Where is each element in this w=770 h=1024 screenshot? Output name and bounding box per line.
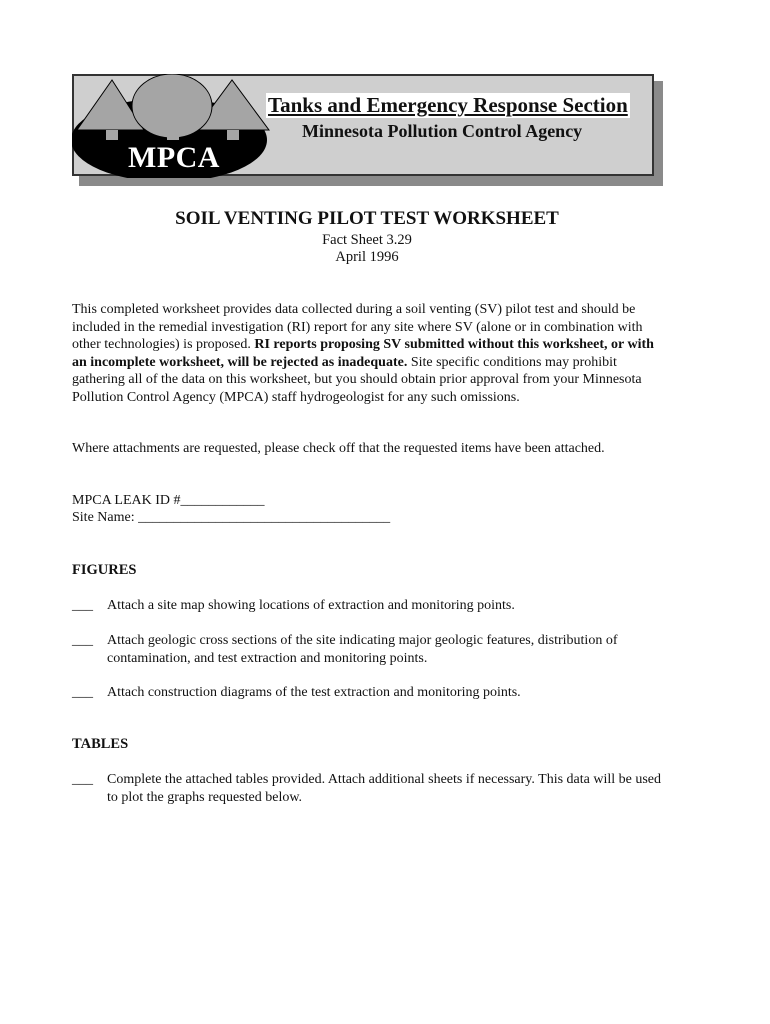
fact-sheet-number: Fact Sheet 3.29 (322, 232, 412, 248)
table-checkbox: ___ (72, 772, 93, 787)
figure-item (72, 597, 672, 615)
figure-item-text: Attach construction diagrams of the test extraction and monitoring points. (107, 685, 521, 700)
figure-checkbox: ___ (72, 685, 93, 700)
figure-item-text: Attach geologic cross sections of the site indicating major geologic features, distribution of contamination, and test extraction and monitoring points. (107, 633, 618, 666)
intro-text-1: This completed worksheet provides data collected during a soil venting (SV) pilot test and should be included in the remedial investigation (RI) report for any site where SV (alone or in combination with other technologies) is proposed. (72, 302, 643, 352)
figure-item (72, 684, 672, 702)
document-date: April 1996 (335, 249, 399, 265)
leak-id-field: MPCA LEAK ID #____________ (72, 493, 265, 508)
figures-heading: FIGURES (72, 562, 137, 578)
figure-checkbox: ___ (72, 633, 93, 648)
intro-text-2: Site specific conditions may prohibit gathering all of the data on this worksheet, but you should obtain prior approval from your Minnesota Pollution Control Agency (MPCA) staff hydrogeologist for any such omissions. (72, 354, 642, 405)
agency-name: Minnesota Pollution Control Agency (302, 121, 583, 141)
site-name-field: Site Name: ____________________________________ (72, 510, 391, 525)
document-title: SOIL VENTING PILOT TEST WORKSHEET (175, 208, 559, 229)
attachments-note: Where attachments are requested, please check off that the requested items have been attached. (72, 441, 605, 456)
intro-paragraph (72, 301, 672, 406)
tables-heading: TABLES (72, 736, 129, 752)
table-item-text: Complete the attached tables provided. Attach additional sheets if necessary. This data will be used to plot the graphs requested below. (107, 772, 662, 805)
figure-item (72, 632, 672, 668)
intro-bold-warning: RI reports proposing SV submitted without this worksheet, or with an incomplete worksheet, will be rejected as inadequate. (72, 337, 654, 370)
figure-item-text: Attach a site map showing locations of extraction and monitoring points. (107, 598, 515, 613)
section-title: Tanks and Emergency Response Section (268, 93, 628, 117)
logo-text: MPCA (128, 141, 220, 174)
figure-checkbox: ___ (72, 598, 93, 613)
table-item (72, 771, 672, 807)
